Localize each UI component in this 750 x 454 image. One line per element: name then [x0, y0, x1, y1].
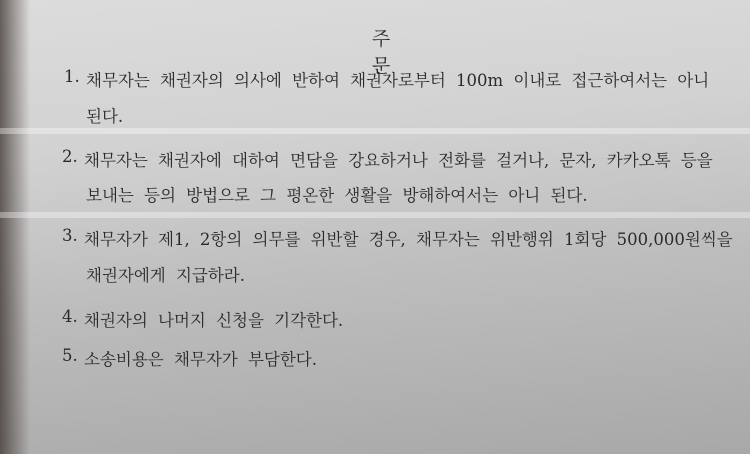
item-text: 채무자는 채권자의 의사에 반하여 채권자로부터 100m 이내로 접근하여서는 아니 — [86, 71, 710, 90]
item-number: 3. — [62, 226, 78, 245]
item-number: 4. — [62, 307, 78, 326]
finger-shadow — [0, 0, 30, 454]
item-text: 소송비용은 채무자가 부담한다. — [84, 350, 317, 369]
paper-fold — [0, 128, 750, 134]
item-text: 보내는 등의 방법으로 그 평온한 생활을 방해하여서는 아니 된다. — [86, 186, 588, 205]
item-text: 채무자가 제1, 2항의 의무를 위반할 경우, 채무자는 위반행위 1회당 500,000원씩을 — [84, 230, 733, 249]
paper-fold — [0, 212, 750, 218]
item-text: 채권자의 나머지 신청을 기각한다. — [84, 311, 344, 330]
item-text: 된다. — [86, 107, 124, 126]
item-number: 5. — [62, 346, 78, 365]
document-title: 주 문 — [371, 28, 419, 77]
item-number: 2. — [62, 147, 78, 166]
item-text: 채무자는 채권자에 대하여 면담을 강요하거나 전화를 걸거나, 문자, 카카오톡 등을 — [84, 151, 713, 170]
item-text: 채권자에게 지급하라. — [86, 266, 245, 285]
item-number: 1. — [64, 67, 80, 86]
